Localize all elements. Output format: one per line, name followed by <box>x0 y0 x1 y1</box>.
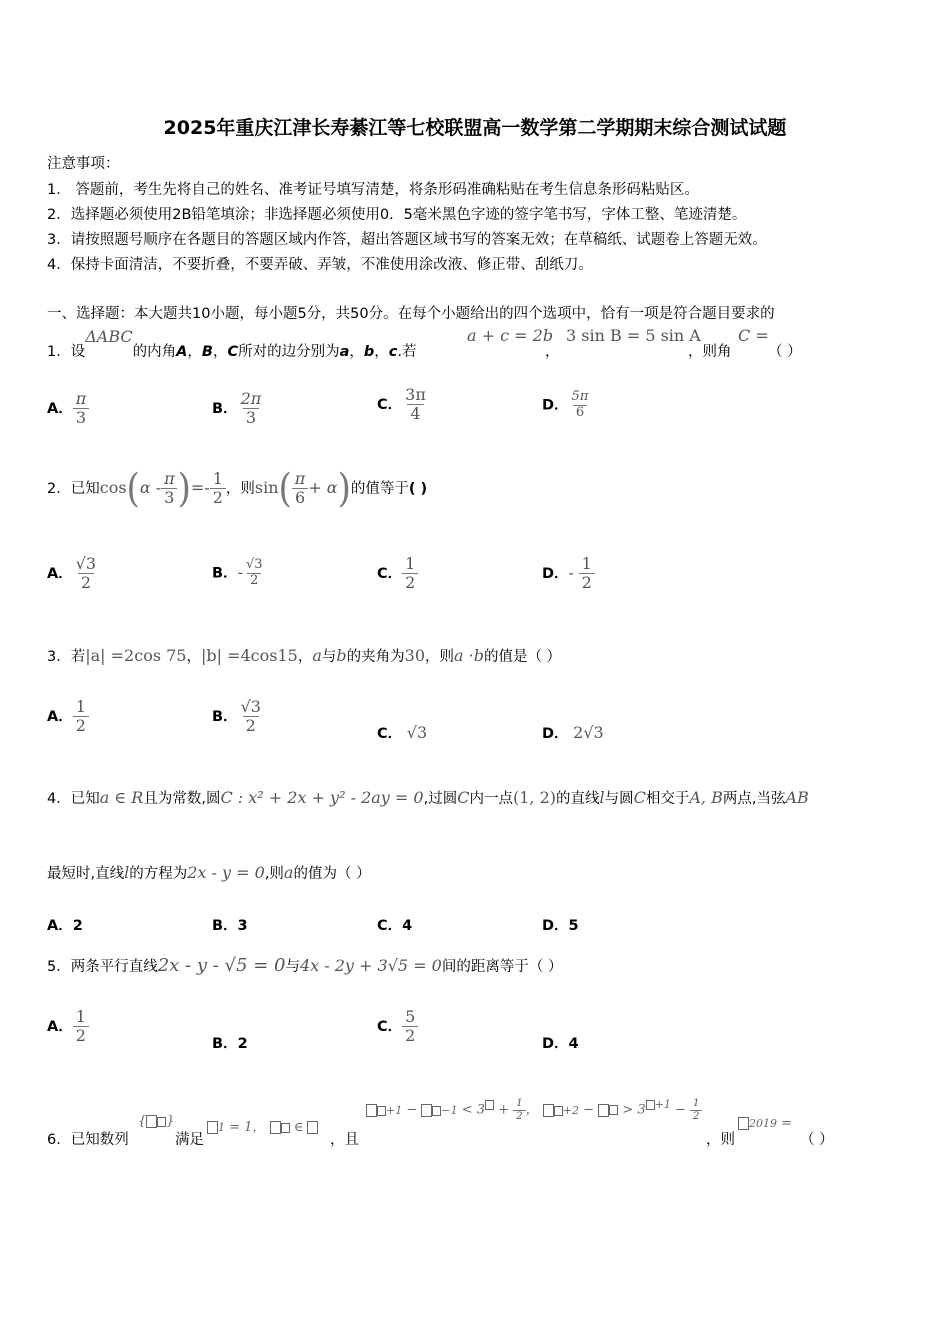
fraction <box>238 390 265 428</box>
denominator: 2 <box>513 1110 525 1123</box>
left-paren: ( <box>278 465 292 512</box>
numerator: 1 <box>75 1007 86 1026</box>
math-C: C <box>633 788 646 807</box>
fraction <box>569 390 592 421</box>
math-C: C <box>457 788 470 807</box>
fraction <box>513 1098 525 1122</box>
q4-text: 两点,当弦 <box>722 791 786 807</box>
fraction <box>73 555 99 593</box>
glyph-placeholder <box>157 1117 166 1127</box>
q5-text: 与 <box>285 959 300 975</box>
q3-text: 与 <box>321 649 337 665</box>
numerator: 1 <box>693 1098 700 1109</box>
math-abs-b: |b| =4cos15 <box>200 646 298 665</box>
q1-text: .若 <box>397 344 417 360</box>
numerator: 2π <box>240 389 262 408</box>
option-a[interactable] <box>47 555 99 593</box>
q1-cond1: a + c = 2b <box>467 326 554 345</box>
numerator: 5π <box>571 389 589 404</box>
q6-initial-condition <box>207 1116 318 1135</box>
right-paren: ) <box>177 465 191 512</box>
option-label: A． <box>47 708 73 725</box>
q2-text: 的值等于 <box>350 480 409 497</box>
q1-var-b: b <box>363 344 375 360</box>
math-a-in-R: a ∈ R <box>99 788 144 807</box>
q4-text: 的直线 <box>555 791 600 807</box>
math-in: ∈ <box>293 1120 304 1135</box>
fraction <box>402 555 418 593</box>
subscript: +1 <box>386 1103 403 1117</box>
math-abs-a: |a| =2cos 75 <box>85 646 187 665</box>
q1-var-a: a <box>339 344 350 360</box>
question-number: 3．若 <box>47 649 86 665</box>
q4-text: ,则 <box>264 866 284 882</box>
subscript: 1 <box>218 1121 225 1134</box>
q1-var-A: A <box>176 344 188 360</box>
option-value: √3 <box>406 723 428 742</box>
question-1 <box>47 326 417 360</box>
q1-sep: ， <box>349 344 364 360</box>
numerator: 5 <box>405 1007 416 1026</box>
option-d[interactable] <box>542 390 591 421</box>
option-label: C． <box>377 726 403 742</box>
math-equals: = <box>781 1116 793 1131</box>
denominator: 2 <box>579 573 595 592</box>
numerator: √3 <box>245 557 263 572</box>
fraction <box>238 698 264 736</box>
question-number: 1．设 <box>47 344 86 360</box>
answer-paren: （ ） <box>800 1132 834 1148</box>
math-thirty: 30 <box>404 646 425 665</box>
q2-text: ，则 <box>225 480 255 497</box>
math-alpha: α - <box>139 477 162 497</box>
fraction <box>292 470 309 508</box>
numerator: π <box>164 469 175 488</box>
option-label: C． <box>377 1018 403 1035</box>
glyph-placeholder <box>270 1121 281 1134</box>
option-c[interactable] <box>377 722 427 743</box>
math-line-equation: 2x - y = 0 <box>187 863 265 882</box>
q4-text: 的方程为 <box>129 866 188 882</box>
q1-sep: ， <box>374 344 389 360</box>
numerator: 1 <box>75 697 86 716</box>
math-circle-equation: C : x² + 2x + y² - 2ay = 0 <box>220 788 424 807</box>
numerator: π <box>75 389 87 408</box>
option-label: B． <box>212 400 238 417</box>
math-AB: AB <box>785 788 809 807</box>
section-title: 一、选择题：本大题共10小题，每小题5分，共50分。在每个小题给出的四个选项中，恰有一项是符合题目要求的 <box>47 306 775 322</box>
q4-text: 且为常数,圆 <box>143 791 221 807</box>
math-line-1: 2x - y - √5 = 0 <box>157 955 286 976</box>
left-paren: ( <box>126 465 140 512</box>
math-dot: a ·b <box>454 646 484 665</box>
fraction <box>579 555 595 593</box>
q4-text: 与圆 <box>604 791 634 807</box>
option-d[interactable] <box>542 1032 579 1053</box>
math-minus: − <box>583 1102 595 1118</box>
fraction <box>402 1008 418 1046</box>
q6-text: ，且 <box>330 1132 359 1148</box>
math-a: a <box>283 863 294 882</box>
option-label: D． <box>542 1036 569 1052</box>
q1-var-C: C <box>227 344 239 360</box>
fraction <box>73 698 89 736</box>
option-d[interactable] <box>542 555 595 593</box>
glyph-placeholder <box>738 1117 749 1130</box>
numerator: 1 <box>212 469 223 488</box>
glyph-placeholder <box>421 1104 432 1117</box>
q1-text: 的内角 <box>132 344 177 360</box>
math-equals: =- <box>190 477 210 497</box>
fraction <box>402 386 429 424</box>
option-a[interactable] <box>47 390 89 428</box>
q4-text: 最短时,直线 <box>47 866 125 882</box>
q4-text: ,过圆 <box>423 791 458 807</box>
glyph-placeholder <box>366 1104 377 1117</box>
sequence-symbol: { } <box>138 1114 175 1129</box>
option-label: B． <box>212 708 238 725</box>
q1-var-c: c <box>388 344 398 360</box>
math-l: l <box>124 863 130 882</box>
question-4-line-2 <box>47 862 371 883</box>
option-sign: - <box>237 562 243 582</box>
q6-text: 满足 <box>175 1132 204 1148</box>
question-5 <box>47 955 562 976</box>
notice-item: 4．保持卡面清洁，不要折叠，不要弄破、弄皱，不准使用涂改液、修正带、刮纸刀。 <box>47 257 593 273</box>
math-init: = 1， <box>229 1120 266 1135</box>
math-minus: − <box>406 1102 418 1118</box>
right-paren: ) <box>337 465 351 512</box>
option-b[interactable] <box>212 1032 248 1053</box>
glyph-placeholder <box>609 1105 618 1115</box>
option-d[interactable]: D．5 <box>542 918 579 934</box>
glyph-placeholder <box>646 1100 655 1110</box>
q1-ask: C = <box>738 326 769 345</box>
q5-text: 间的距离等于（ ） <box>441 959 563 975</box>
q6-inequalities: +1 − −1 < 3 + $\frac{1}{2}$ ， +2 − > 3 $^{+1}$ − $\frac{1}{2}$ <box>366 1098 702 1122</box>
math-a: a <box>312 646 322 665</box>
subscript: +2 <box>562 1103 579 1117</box>
math-plus-alpha: + α <box>308 477 338 497</box>
math-l: l <box>599 788 605 807</box>
numerator: 1 <box>516 1098 523 1109</box>
subscript: −1 <box>441 1103 458 1117</box>
option-c[interactable]: C．4 <box>377 918 413 934</box>
glyph-placeholder <box>598 1104 609 1117</box>
math-less-than: < 3 <box>461 1102 486 1118</box>
glyph-placeholder <box>377 1106 386 1116</box>
fraction <box>690 1098 702 1122</box>
option-value: 2 <box>237 1036 248 1052</box>
math-A-B: A, B <box>689 788 723 807</box>
math-minus: − <box>674 1102 686 1118</box>
option-label: D． <box>542 565 569 582</box>
denominator: 2 <box>243 716 259 735</box>
page-title: 2025年重庆江津长寿綦江等七校联盟高一数学第二学期期末综合测试试题 <box>163 117 787 139</box>
denominator: 6 <box>292 488 308 507</box>
notice-item: 3．请按照题号顺序在各题目的答题区域内作答，超出答题区域书写的答案无效；在草稿纸、试题卷上答题无效。 <box>47 232 767 248</box>
numerator: 1 <box>405 554 416 573</box>
option-c[interactable] <box>377 555 418 593</box>
question-6: 6．已知数列 <box>47 1132 129 1148</box>
q4-text: 的值为（ ） <box>293 866 371 882</box>
denominator: 2 <box>247 573 261 589</box>
math-point: (1, 2) <box>512 788 556 807</box>
notice-heading: 注意事项： <box>47 156 120 172</box>
math-greater-than: > 3 <box>622 1102 646 1118</box>
answer-paren: ( ) <box>408 480 428 497</box>
denominator: 3 <box>161 488 177 507</box>
denominator: 2 <box>402 1026 418 1045</box>
fraction <box>243 558 266 589</box>
question-number: 5．两条平行直线 <box>47 959 158 975</box>
glyph-placeholder <box>146 1115 157 1128</box>
glyph-placeholder <box>307 1121 318 1134</box>
question-4 <box>47 787 809 808</box>
question-2 <box>47 465 428 512</box>
glyph-placeholder <box>554 1106 563 1116</box>
math-plus: + <box>498 1102 510 1118</box>
option-b[interactable] <box>212 390 264 428</box>
option-value: 4 <box>568 1036 579 1052</box>
denominator: 4 <box>407 404 423 423</box>
math-b: b <box>336 646 347 665</box>
q1-cond2: 3 sin B = 5 sin A <box>566 326 701 345</box>
math-cos: cos <box>99 477 127 497</box>
option-label: D． <box>542 397 569 414</box>
option-c[interactable] <box>377 1008 418 1046</box>
q1-var-B: B <box>201 344 213 360</box>
denominator: 6 <box>573 405 587 421</box>
option-b[interactable] <box>212 558 266 589</box>
subscript: 2019 <box>749 1117 777 1130</box>
denominator: 3 <box>73 408 89 427</box>
math-sin: sin <box>254 477 279 497</box>
glyph-placeholder <box>281 1123 290 1133</box>
q3-text: 的值是（ ） <box>483 649 562 665</box>
option-b[interactable]: B．3 <box>212 918 248 934</box>
fraction <box>73 390 90 428</box>
question-number: 2．已知 <box>47 480 100 497</box>
denominator: 3 <box>243 408 259 427</box>
option-label: B． <box>212 565 238 582</box>
option-label: C． <box>377 396 403 413</box>
q1-text: 所对的边分别为 <box>238 344 340 360</box>
option-value: 2√3 <box>573 723 604 742</box>
superscript: +1 <box>654 1098 671 1112</box>
option-d[interactable] <box>542 722 604 743</box>
q3-text: 的夹角为 <box>346 649 405 665</box>
option-c[interactable] <box>377 386 429 424</box>
notice-item: 1． 答题前，考生先将自己的姓名、准考证号填写清楚，将条形码准确粘贴在考生信息条形码粘贴区。 <box>47 182 699 198</box>
q6-ask <box>738 1116 792 1131</box>
q1-sep: ， <box>187 344 202 360</box>
glyph-placeholder <box>543 1104 554 1117</box>
glyph-placeholder <box>485 1100 494 1110</box>
answer-paren: （ ） <box>768 344 802 360</box>
q1-comma: ， <box>545 344 560 360</box>
option-label: C． <box>377 565 403 582</box>
notice-item: 2．选择题必须使用2B铅笔填涂；非选择题必须使用0．5毫米黑色字迹的签字笔书写，字体工整、笔迹清楚。 <box>47 207 747 223</box>
denominator: 2 <box>78 573 94 592</box>
option-label: A． <box>47 1018 73 1035</box>
numerator: 1 <box>581 554 592 573</box>
q3-text: ，则 <box>425 649 454 665</box>
option-label: B． <box>212 1036 238 1052</box>
q4-text: 内一点 <box>469 791 513 807</box>
math-line-2: 4x - 2y + 3√5 = 0 <box>299 956 442 975</box>
option-label: D． <box>542 726 569 742</box>
fraction <box>161 470 178 508</box>
option-a[interactable] <box>47 1008 89 1046</box>
question-number: 4．已知 <box>47 791 100 807</box>
q1-text: ，则角 <box>688 344 732 360</box>
option-label: A． <box>47 400 73 417</box>
denominator: 2 <box>73 716 89 735</box>
numerator: √3 <box>240 697 261 716</box>
option-label: A． <box>47 565 73 582</box>
q1-sep: ， <box>212 344 228 360</box>
fraction <box>73 1008 89 1046</box>
option-sign: - <box>568 562 574 582</box>
numerator: π <box>294 469 306 488</box>
q4-text: 相交于 <box>645 791 690 807</box>
denominator: 2 <box>73 1026 89 1045</box>
option-b[interactable] <box>212 698 264 736</box>
fraction <box>210 470 226 508</box>
denominator: 2 <box>210 488 226 507</box>
q6-text: ，则 <box>706 1132 735 1148</box>
math-triangle: ΔABC <box>85 327 133 346</box>
option-a[interactable] <box>47 698 89 736</box>
glyph-placeholder <box>207 1121 218 1134</box>
denominator: 2 <box>690 1110 702 1123</box>
denominator: 2 <box>402 573 418 592</box>
question-3: 3．若|a| =2cos 75，|b| =4cos15，a与b的夹角为30，则a ·b的值是（ ） <box>47 646 562 665</box>
numerator: √3 <box>75 554 97 573</box>
option-a[interactable]: A．2 <box>47 918 83 934</box>
numerator: 3π <box>405 385 426 404</box>
